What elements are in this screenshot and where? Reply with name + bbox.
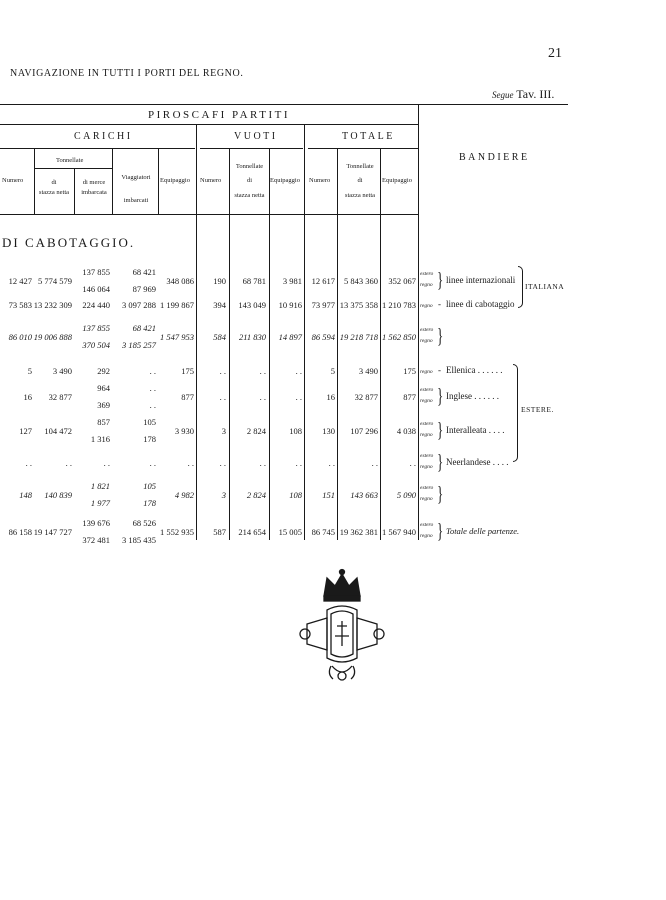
header-bottom-rule: [0, 214, 418, 215]
subgroup-rule-totale: [308, 148, 418, 149]
flag-label: Neerlandese . . . .: [446, 457, 509, 467]
row-brace: }: [437, 417, 444, 442]
table-cell: 4 038: [396, 426, 416, 436]
table-cell: 148: [19, 490, 32, 500]
table-cell: 12 617: [311, 276, 335, 286]
table-cell: 1 567 940: [382, 527, 416, 537]
row-brace: }: [437, 267, 444, 292]
table-cell: 178: [143, 434, 156, 444]
table-cell: . .: [371, 458, 378, 468]
table-cell: . .: [295, 392, 302, 402]
col-text: di: [51, 179, 57, 186]
er-text: regno: [420, 432, 433, 438]
table-cell: 5: [27, 366, 32, 376]
subgroup-carichi: CARICHI: [74, 131, 133, 142]
table-cell: 68 781: [242, 276, 266, 286]
table-cell: 1 316: [90, 434, 110, 444]
col-line: [269, 148, 270, 540]
flag-label: linee di cabotaggio: [446, 299, 515, 309]
table-cell: 105: [143, 481, 156, 491]
col-text: Tonnellate: [346, 163, 374, 170]
table-cell: . .: [187, 458, 194, 468]
row-brace: }: [437, 323, 444, 348]
col-line: [337, 148, 338, 540]
table-cell: 143 663: [350, 490, 378, 500]
subgroup-totale: TOTALE: [342, 131, 395, 142]
er-text: regno: [420, 398, 433, 404]
col-text: di: [246, 177, 253, 185]
er-text: regno: [420, 496, 433, 502]
table-cell: . .: [328, 458, 335, 468]
er-text: estero: [420, 421, 434, 427]
col-equipaggio-totale: Equipaggio: [382, 177, 412, 184]
col-stazza-totale: [340, 160, 380, 203]
col-numero-vuoti: Numero: [200, 177, 222, 184]
col-line: [158, 148, 159, 214]
table-cell: . .: [295, 458, 302, 468]
table-cell: 130: [322, 426, 335, 436]
group-title: PIROSCAFI PARTITI: [148, 109, 290, 121]
er-text: regno: [420, 369, 433, 375]
col-text: Viaggiatori: [121, 174, 151, 181]
col-tonnellate: Tonnellate: [56, 157, 84, 164]
col-line: [196, 124, 197, 540]
italiana-label: ITALIANA: [525, 282, 565, 291]
table-cell: 1 977: [90, 498, 110, 508]
table-cell: 292: [97, 366, 110, 376]
table-cell: 13 232 309: [33, 300, 72, 310]
table-cell: . .: [219, 366, 226, 376]
table-cell: 15 005: [278, 527, 302, 537]
col-equipaggio-carichi: Equipaggio: [160, 177, 190, 184]
table-cell: 3 930: [174, 426, 194, 436]
royal-emblem: [297, 566, 387, 686]
er-text: regno: [420, 464, 433, 470]
group-rule: [0, 124, 418, 125]
table-cell: 1 562 850: [382, 332, 416, 342]
running-head: NAVIGAZIONE IN TUTTI I PORTI DEL REGNO.: [10, 68, 244, 79]
er-text: estero: [420, 327, 434, 333]
estero-regno-label: [420, 367, 433, 378]
table-cell: . .: [149, 400, 156, 410]
table-cell: 394: [213, 300, 226, 310]
tonnellate-rule: [34, 168, 112, 169]
table-cell: 175: [181, 366, 194, 376]
col-line: [74, 168, 75, 214]
table-cell: 68 526: [132, 518, 156, 528]
table-cell: 190: [213, 276, 226, 286]
table-cell: . .: [219, 458, 226, 468]
table-cell: 3 490: [52, 366, 72, 376]
table-cell: 857: [97, 417, 110, 427]
col-line: [418, 104, 419, 540]
table-cell: 224 440: [82, 300, 110, 310]
estero-regno-label: [420, 520, 433, 542]
table-cell: . .: [259, 458, 266, 468]
table-cell: 12 427: [8, 276, 32, 286]
col-line: [304, 124, 305, 540]
table-cell: . .: [65, 458, 72, 468]
col-stazza-vuoti: [231, 160, 268, 203]
col-merce: [76, 178, 112, 199]
estero-regno-label: [420, 325, 433, 347]
table-cell: 3 185 435: [122, 535, 156, 545]
table-cell: 372 481: [82, 535, 110, 545]
table-cell: 19 147 727: [33, 527, 72, 537]
table-cell: 86 745: [311, 527, 335, 537]
row-brace: }: [437, 518, 444, 543]
estero-regno-label: [420, 385, 433, 407]
table-cell: . .: [149, 383, 156, 393]
segue-table: Tav. III.: [516, 87, 555, 101]
table-cell: 143 049: [238, 300, 266, 310]
table-cell: 68 421: [132, 323, 156, 333]
table-cell: . .: [219, 392, 226, 402]
table-cell: 86 010: [8, 332, 32, 342]
row-brace: }: [437, 383, 444, 408]
table-cell: 3 097 288: [122, 300, 156, 310]
table-cell: . .: [259, 366, 266, 376]
table-cell: 107 296: [350, 426, 378, 436]
row-brace: }: [437, 481, 444, 506]
segue-label: [492, 87, 554, 102]
er-text: estero: [420, 485, 434, 491]
table-cell: 32 877: [354, 392, 378, 402]
table-cell: 1 821: [90, 481, 110, 491]
flag-label: linee internazionali: [446, 275, 516, 285]
estere-label: ESTERE.: [521, 405, 554, 414]
table-cell: 108: [289, 426, 302, 436]
col-text: di: [357, 177, 363, 185]
col-text: stazza netta: [38, 189, 70, 197]
table-cell: 16: [326, 392, 335, 402]
estero-regno-label: [420, 269, 433, 291]
flag-label: Ellenica . . . . . .: [446, 365, 503, 375]
table-cell: 214 654: [238, 527, 266, 537]
col-text: imbarcati: [123, 197, 149, 205]
section-title: DI CABOTAGGIO.: [2, 235, 136, 250]
table-cell: 3 185 257: [122, 340, 156, 350]
estere-bracket: [513, 364, 518, 462]
bandiere-title: BANDIERE: [459, 152, 530, 163]
er-text: estero: [420, 453, 434, 459]
estero-regno-label: [420, 451, 433, 473]
table-cell: 1 210 783: [382, 300, 416, 310]
col-line: [34, 148, 35, 214]
flag-label: Interalleata . . . .: [446, 425, 505, 435]
flag-label: Totale delle partenze.: [446, 526, 520, 536]
er-text: regno: [420, 282, 433, 288]
col-line: [380, 148, 381, 540]
table-cell: 211 830: [239, 332, 266, 342]
table-cell: 137 855: [82, 323, 110, 333]
table-cell: 139 676: [82, 518, 110, 528]
flag-label: Inglese . . . . . .: [446, 391, 499, 401]
italiana-bracket: [518, 266, 523, 308]
table-cell: 68 421: [132, 267, 156, 277]
table-cell: 1 547 953: [160, 332, 194, 342]
table-cell: 19 218 718: [339, 332, 378, 342]
segue-word: Segue: [492, 90, 514, 100]
table-cell: 178: [143, 498, 156, 508]
table-cell: 964: [97, 383, 110, 393]
er-text: regno: [420, 533, 433, 539]
col-text: Tonnellate: [235, 163, 264, 170]
col-numero-totale: Numero: [309, 177, 331, 184]
table-cell: . .: [259, 392, 266, 402]
table-cell: 137 855: [82, 267, 110, 277]
table-cell: . .: [149, 458, 156, 468]
col-line: [229, 148, 230, 540]
table-cell: 16: [23, 392, 32, 402]
er-text: regno: [420, 303, 433, 309]
table-cell: 10 916: [278, 300, 302, 310]
table-cell: 127: [19, 426, 32, 436]
subgroup-rule-vuoti: [200, 148, 303, 149]
col-stazza-carichi: [36, 178, 72, 199]
col-text: stazza netta: [234, 191, 265, 199]
table-cell: 352 067: [388, 276, 416, 286]
dash-mark: -: [438, 365, 441, 375]
table-cell: 877: [181, 392, 194, 402]
dash-mark: -: [438, 299, 441, 309]
table-cell: 5 090: [396, 490, 416, 500]
table-cell: 348 086: [166, 276, 194, 286]
table-cell: 1 199 867: [160, 300, 194, 310]
table-cell: 5 843 360: [344, 276, 378, 286]
col-text: imbarcata: [81, 189, 107, 197]
er-text: estero: [420, 271, 434, 277]
er-text: estero: [420, 522, 434, 528]
table-cell: 1 552 935: [160, 527, 194, 537]
table-cell: 86 158: [8, 527, 32, 537]
col-numero-carichi: Numero: [2, 177, 24, 184]
table-cell: 108: [289, 490, 302, 500]
table-cell: 5 774 579: [38, 276, 72, 286]
col-equipaggio-vuoti: Equipaggio: [270, 177, 300, 184]
table-cell: 19 006 888: [33, 332, 72, 342]
table-cell: 3 981: [282, 276, 302, 286]
table-cell: 86 594: [311, 332, 335, 342]
top-rule: [0, 104, 568, 105]
table-cell: . .: [295, 366, 302, 376]
table-cell: 584: [213, 332, 226, 342]
table-cell: 87 969: [132, 284, 156, 294]
table-cell: 14 897: [278, 332, 302, 342]
table-cell: 105: [143, 417, 156, 427]
er-text: estero: [420, 387, 434, 393]
table-cell: 3: [221, 426, 226, 436]
table-cell: 2 824: [246, 490, 266, 500]
table-cell: 73 583: [8, 300, 32, 310]
subgroup-rule-carichi: [0, 148, 195, 149]
table-cell: 3: [221, 490, 226, 500]
table-cell: 2 824: [246, 426, 266, 436]
table-cell: 73 977: [311, 300, 335, 310]
table-cell: 4 982: [174, 490, 194, 500]
table-cell: 151: [322, 490, 335, 500]
table-cell: 5: [330, 366, 335, 376]
table-cell: 175: [403, 366, 416, 376]
col-text: stazza netta: [344, 191, 376, 199]
subgroup-vuoti: VUOTI: [234, 131, 278, 142]
table-cell: . .: [149, 366, 156, 376]
estero-regno-label: [420, 483, 433, 505]
col-line: [112, 148, 113, 214]
table-cell: 140 839: [44, 490, 72, 500]
row-brace: }: [437, 449, 444, 474]
page-number: 21: [548, 46, 562, 61]
col-viaggiatori: [114, 166, 158, 213]
table-cell: 13 375 358: [339, 300, 378, 310]
table-cell: 370 504: [82, 340, 110, 350]
table-cell: 587: [213, 527, 226, 537]
table-cell: . .: [103, 458, 110, 468]
er-text: regno: [420, 338, 433, 344]
table-cell: 3 490: [358, 366, 378, 376]
table-cell: 104 472: [44, 426, 72, 436]
table-cell: . .: [409, 458, 416, 468]
table-cell: 32 877: [48, 392, 72, 402]
table-cell: 19 362 381: [339, 527, 378, 537]
table-cell: 369: [97, 400, 110, 410]
col-text: di merce: [82, 179, 106, 186]
table-cell: . .: [25, 458, 32, 468]
estero-regno-label: [420, 301, 433, 312]
table-cell: 877: [403, 392, 416, 402]
estero-regno-label: [420, 419, 433, 441]
table-cell: 146 064: [82, 284, 110, 294]
